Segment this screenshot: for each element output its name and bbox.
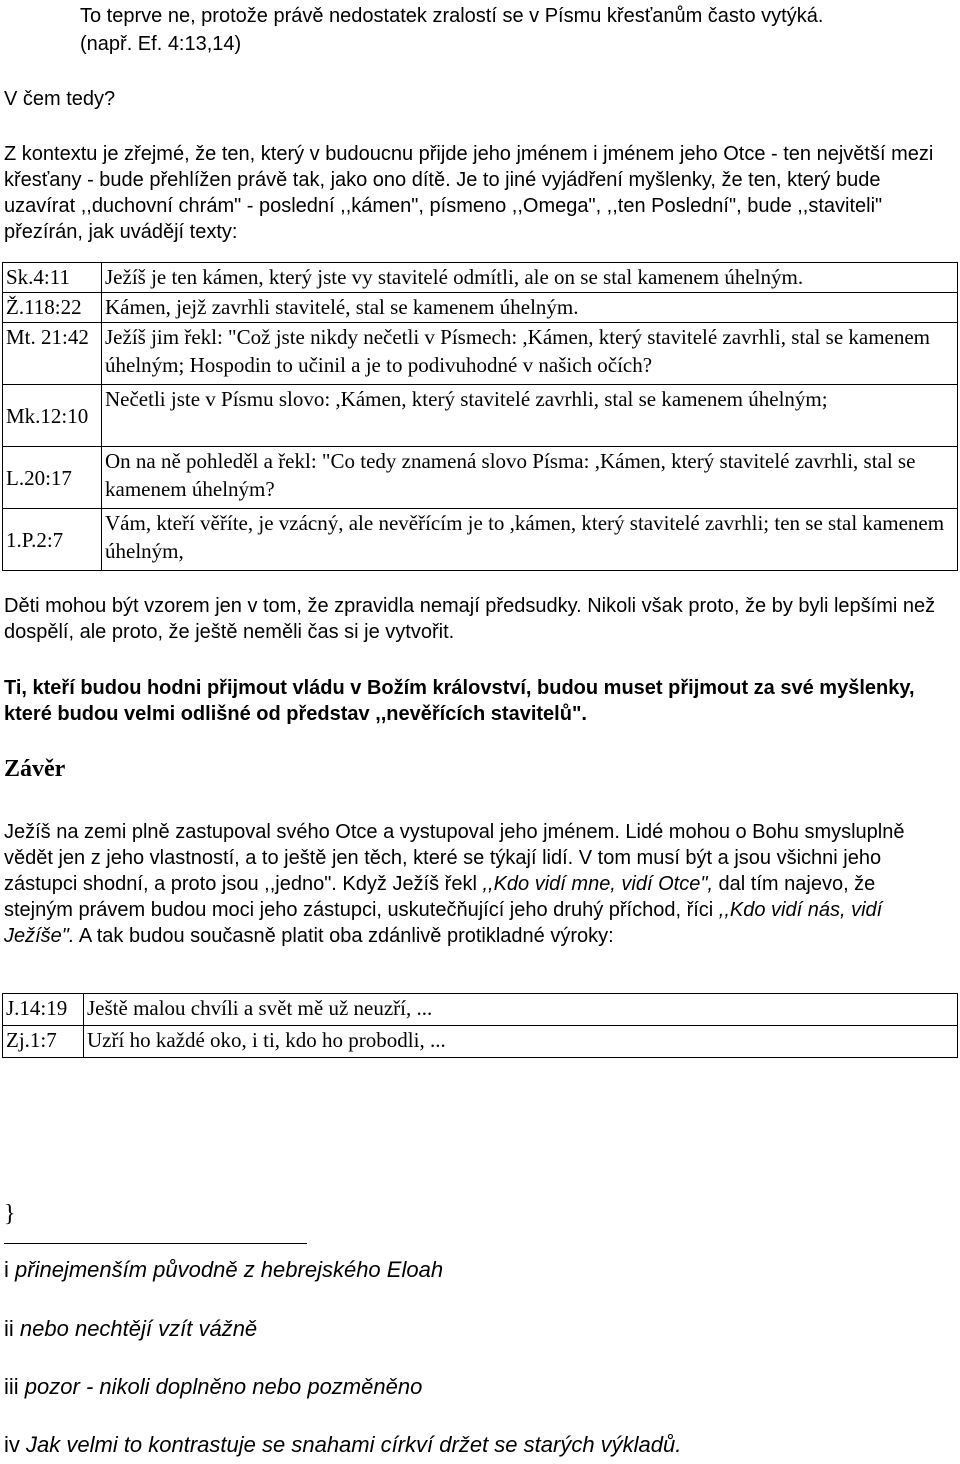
scripture-table-2 (2, 993, 958, 1058)
scripture-ref: Mk.12:10 (3, 385, 102, 447)
intro-line-1: To teprve ne, protože právě nedostatek zralostí se v Písmu křesťanům často vytýká. (80, 5, 824, 27)
table-row (3, 447, 958, 509)
table-row (3, 1026, 958, 1058)
scripture-text: Ještě malou chvíli a svět mě už neuzří, ... (84, 994, 958, 1026)
scripture-ref: Zj.1:7 (3, 1026, 84, 1058)
scripture-table (2, 262, 958, 571)
intro-line-2: (např. Ef. 4:13,14) (80, 33, 242, 55)
footnote-divider (4, 1243, 307, 1244)
scripture-text: Nečetli jste v Písmu slovo: ,Kámen, který stavitelé zavrhli, stal se kamenem úhelným; (102, 385, 958, 447)
footnote (4, 1316, 257, 1342)
footnote-mark: iii (4, 1374, 19, 1399)
closing-brace: } (4, 1201, 16, 1227)
conclusion-text-a: Ježíš na zemi plně zastupoval svého Otce a vystupoval jeho jménem. Lidé mohou o Bohu smysluplně vědět jen z jeho vlastností, a to ještě jen těch, které se týkají lidí. V tom musí být a jsou všichni jeho zástupci shodní, a proto jsou ,,jedno". Když Ježíš řekl (4, 821, 905, 895)
table-row (3, 263, 958, 293)
scripture-text: Ježíš jim řekl: "Což jste nikdy nečetli v Písmech: ,Kámen, který stavitelé zavrhli, stal se kamenem úhelným; Hospodin to učinil a je to podivuhodné v našich očích? (102, 323, 958, 385)
footnote-mark: iv (4, 1432, 20, 1457)
scripture-text: Ježíš je ten kámen, který jste vy stavitelé odmítli, ale on se stal kamenem úhelným. (102, 263, 958, 293)
scripture-text: Vám, kteří věříte, je vzácný, ale nevěřícím je to ,kámen, který stavitelé zavrhli; ten se stal kamenem úhelným, (102, 509, 958, 571)
scripture-ref: 1.P.2:7 (3, 509, 102, 571)
footnote (4, 1257, 443, 1283)
footnote-text: přinejmenším původně z hebrejského Eloah (15, 1257, 444, 1282)
intro-question: V čem tedy? (4, 88, 116, 110)
scripture-ref: Ž.118:22 (3, 293, 102, 323)
footnote-text: pozor - nikoli doplněno nebo pozměněno (24, 1374, 423, 1399)
scripture-text: Uzří ho každé oko, i ti, kdo ho probodli, ... (84, 1026, 958, 1058)
scripture-ref: L.20:17 (3, 447, 102, 509)
scripture-ref: Sk.4:11 (3, 263, 102, 293)
paragraph-children: Děti mohou být vzorem jen v tom, že zpravidla nemají předsudky. Nikoli však proto, že by byli lepšími než dospělí, ale proto, že ještě neměli čas si je vytvořit. (4, 595, 936, 643)
intro-paragraph: Z kontextu je zřejmé, že ten, který v budoucnu přijde jeho jménem i jménem jeho Otce - ten největší mezi křesťany - bude přehlížen právě tak, jako ono dítě. Je to jiné vyjádření myšlenky, že ten, který bude uzavírat ,,duchovní chrám" - poslední ,,kámen", písmeno ,,Omega", ,,ten Poslední", bude ,,staviteli" přezírán, jak uvádějí texty: (4, 143, 934, 243)
scripture-ref: Mt. 21:42 (3, 323, 102, 385)
conclusion-text-c: dal tím najevo, že stejným právem budou moci jeho zástupci, uskutečňující jeho druhý příchod, říci (4, 873, 876, 921)
conclusion-text-e: A tak budou současně platit oba zdánlivě protikladné výroky: (74, 925, 614, 947)
table-row (3, 994, 958, 1026)
footnote (4, 1432, 681, 1458)
table-row (3, 323, 958, 385)
scripture-ref: J.14:19 (3, 994, 84, 1026)
scripture-text: Kámen, jejž zavrhli stavitelé, stal se kamenem úhelným. (102, 293, 958, 323)
paragraph-conclusion (4, 819, 948, 949)
scripture-text: On na ně pohleděl a řekl: "Co tedy znamená slovo Písma: ,Kámen, který stavitelé zavrhli, stal se kamenem úhelným? (102, 447, 958, 509)
conclusion-quote-1: ,,Kdo vidí mne, vidí Otce", (482, 873, 713, 895)
footnote-text: Jak velmi to kontrastuje se snahami církví držet se starých výkladů. (26, 1432, 682, 1457)
conclusion-quote-2: ,,Kdo vidí nás, vidí Ježíše". (4, 899, 883, 947)
table-row (3, 293, 958, 323)
footnote-mark: i (4, 1257, 9, 1282)
table-row (3, 385, 958, 447)
paragraph-bold: Ti, kteří budou hodni přijmout vládu v Božím království, budou muset přijmout za své myšlenky, které budou velmi odlišné od představ ,,nevěřících stavitelů". (4, 677, 915, 725)
footnote (4, 1374, 422, 1400)
footnote-text: nebo nechtějí vzít vážně (19, 1316, 258, 1341)
section-heading: Závěr (4, 756, 66, 782)
table-row (3, 509, 958, 571)
footnote-mark: ii (4, 1316, 14, 1341)
